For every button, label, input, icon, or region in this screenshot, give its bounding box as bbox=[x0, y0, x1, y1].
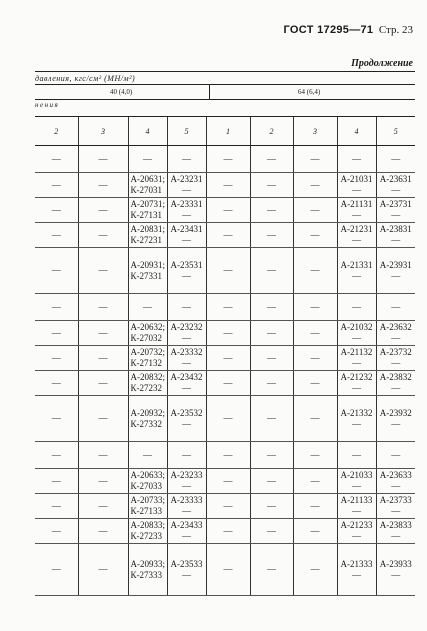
gost-number: ГОСТ 17295—71 bbox=[283, 24, 374, 36]
table-cell: — bbox=[78, 469, 128, 494]
column-header: 5 bbox=[376, 117, 415, 146]
pressure-heading: давления, кгс/см² (МН/м²) bbox=[35, 74, 136, 83]
table-cell: — bbox=[376, 146, 415, 173]
table-cell: — bbox=[206, 519, 250, 544]
table-cell: — bbox=[250, 544, 293, 596]
table-row bbox=[35, 494, 415, 519]
table-cell: — bbox=[167, 294, 206, 321]
table-cell: — bbox=[128, 294, 167, 321]
table-cell: — bbox=[293, 146, 337, 173]
column-header-row bbox=[35, 117, 415, 146]
column-header: 4 bbox=[337, 117, 376, 146]
table-cell: — bbox=[293, 248, 337, 294]
table-cell: А-21332 — bbox=[337, 396, 376, 442]
continuation-label: Продолжение bbox=[351, 58, 413, 69]
table-cell: — bbox=[35, 371, 78, 396]
table-row bbox=[35, 371, 415, 396]
designation-heading: нения bbox=[35, 101, 60, 109]
table-cell: А-23731 — bbox=[376, 198, 415, 223]
table-cell: — bbox=[78, 248, 128, 294]
table-cell: — bbox=[250, 173, 293, 198]
table-cell: — bbox=[35, 198, 78, 223]
table-row bbox=[35, 146, 415, 173]
table-cell: — bbox=[293, 173, 337, 198]
table-cell: — bbox=[293, 294, 337, 321]
table-cell: А-21231 — bbox=[337, 223, 376, 248]
table-cell: — bbox=[250, 519, 293, 544]
table-row bbox=[35, 223, 415, 248]
table-cell: — bbox=[293, 544, 337, 596]
table-cell: — bbox=[78, 223, 128, 248]
table-cell: А-23231 — bbox=[167, 173, 206, 198]
table-cell: — bbox=[35, 346, 78, 371]
table-cell: — bbox=[206, 469, 250, 494]
table-cell: — bbox=[35, 442, 78, 469]
table-cell: — bbox=[250, 469, 293, 494]
table-cell: — bbox=[35, 223, 78, 248]
table-cell: А-21233 — bbox=[337, 519, 376, 544]
table-cell: А-21133 — bbox=[337, 494, 376, 519]
table-cell: А-21032 — bbox=[337, 321, 376, 346]
table-cell: — bbox=[35, 248, 78, 294]
table-cell: — bbox=[206, 494, 250, 519]
column-header: 1 bbox=[206, 117, 250, 146]
table-cell: А-23532 — bbox=[167, 396, 206, 442]
table-cell: — bbox=[206, 396, 250, 442]
table-cell: — bbox=[293, 396, 337, 442]
table-cell: — bbox=[250, 198, 293, 223]
table-cell: А-23531 — bbox=[167, 248, 206, 294]
table-cell: — bbox=[78, 173, 128, 198]
table-cell: — bbox=[250, 294, 293, 321]
table-cell: — bbox=[78, 396, 128, 442]
column-header: 3 bbox=[293, 117, 337, 146]
table-cell: А-23932 — bbox=[376, 396, 415, 442]
rule-top bbox=[35, 71, 415, 72]
page-header bbox=[284, 24, 413, 36]
table-row bbox=[35, 248, 415, 294]
table-cell: А-23833 — bbox=[376, 519, 415, 544]
table-cell: — bbox=[293, 371, 337, 396]
table-cell: — bbox=[337, 294, 376, 321]
table-cell: А-20632; К-27032 bbox=[128, 321, 167, 346]
table-cell: — bbox=[167, 442, 206, 469]
table-cell: А-23632 — bbox=[376, 321, 415, 346]
table-cell: — bbox=[78, 346, 128, 371]
table-cell: А-23631 — bbox=[376, 173, 415, 198]
table-cell: А-23933 — bbox=[376, 544, 415, 596]
table-cell: — bbox=[78, 494, 128, 519]
table-cell: А-20931; К-27331 bbox=[128, 248, 167, 294]
table-cell: — bbox=[376, 294, 415, 321]
table-row bbox=[35, 346, 415, 371]
column-header: 2 bbox=[35, 117, 78, 146]
table-cell: — bbox=[35, 146, 78, 173]
table-cell: — bbox=[35, 396, 78, 442]
table-cell: — bbox=[78, 146, 128, 173]
table-cell: А-23333 — bbox=[167, 494, 206, 519]
table-row bbox=[35, 442, 415, 469]
table-cell: — bbox=[167, 146, 206, 173]
table-cell: — bbox=[293, 346, 337, 371]
table-cell: — bbox=[78, 544, 128, 596]
table-cell: А-23331 — bbox=[167, 198, 206, 223]
table-cell: А-20831; К-27231 bbox=[128, 223, 167, 248]
table-cell: А-20731; К-27131 bbox=[128, 198, 167, 223]
table-cell: — bbox=[250, 346, 293, 371]
rule-pressure bbox=[35, 84, 415, 85]
table-cell: А-20631; К-27031 bbox=[128, 173, 167, 198]
table-cell: — bbox=[206, 248, 250, 294]
table-cell: — bbox=[206, 294, 250, 321]
table-cell: — bbox=[206, 544, 250, 596]
table-cell: А-23732 — bbox=[376, 346, 415, 371]
table-cell: — bbox=[206, 442, 250, 469]
table-cell: А-23332 — bbox=[167, 346, 206, 371]
table-cell: — bbox=[206, 173, 250, 198]
table-cell: — bbox=[250, 321, 293, 346]
table-cell: — bbox=[250, 396, 293, 442]
table-row bbox=[35, 544, 415, 596]
table-cell: — bbox=[128, 442, 167, 469]
group-separator bbox=[209, 84, 210, 99]
table-cell: — bbox=[376, 442, 415, 469]
table-cell: — bbox=[250, 442, 293, 469]
table-cell: А-20932; К-27332 bbox=[128, 396, 167, 442]
table-cell: А-21131 — bbox=[337, 198, 376, 223]
table-row bbox=[35, 469, 415, 494]
table-cell: — bbox=[293, 442, 337, 469]
table-cell: — bbox=[78, 519, 128, 544]
table-cell: — bbox=[35, 519, 78, 544]
table-cell: — bbox=[78, 442, 128, 469]
table-cell: А-21033 — bbox=[337, 469, 376, 494]
table-cell: — bbox=[78, 321, 128, 346]
table-cell: А-23431 — bbox=[167, 223, 206, 248]
column-header: 4 bbox=[128, 117, 167, 146]
table-cell: — bbox=[206, 146, 250, 173]
table-cell: — bbox=[128, 146, 167, 173]
table-cell: — bbox=[206, 371, 250, 396]
pressure-group-40: 40 (4,0) bbox=[110, 88, 133, 96]
table-cell: — bbox=[35, 469, 78, 494]
table-cell: — bbox=[206, 223, 250, 248]
table-cell: А-23533 — bbox=[167, 544, 206, 596]
table-cell: — bbox=[293, 469, 337, 494]
table-cell: — bbox=[293, 494, 337, 519]
table-cell: — bbox=[35, 494, 78, 519]
table-cell: А-20633; К-27033 bbox=[128, 469, 167, 494]
column-header: 3 bbox=[78, 117, 128, 146]
table-cell: А-23831 — bbox=[376, 223, 415, 248]
table-cell: — bbox=[35, 544, 78, 596]
table-cell: А-23633 — bbox=[376, 469, 415, 494]
table-cell: А-20732; К-27132 bbox=[128, 346, 167, 371]
table-cell: — bbox=[293, 223, 337, 248]
table-row bbox=[35, 396, 415, 442]
table-cell: — bbox=[250, 223, 293, 248]
table-cell: А-20733; К-27133 bbox=[128, 494, 167, 519]
table-cell: А-20933; К-27333 bbox=[128, 544, 167, 596]
table-cell: — bbox=[35, 294, 78, 321]
table-cell: А-23433 — bbox=[167, 519, 206, 544]
rule-groups bbox=[35, 99, 415, 100]
table-cell: — bbox=[35, 173, 78, 198]
table-cell: А-21333 — bbox=[337, 544, 376, 596]
table-cell: А-23232 — bbox=[167, 321, 206, 346]
table-cell: — bbox=[206, 198, 250, 223]
table-cell: — bbox=[250, 248, 293, 294]
table-cell: А-20832; К-27232 bbox=[128, 371, 167, 396]
table-cell: — bbox=[337, 442, 376, 469]
pressure-group-64: 64 (6,4) bbox=[298, 88, 321, 96]
table-row bbox=[35, 173, 415, 198]
table-cell: — bbox=[250, 494, 293, 519]
table-cell: — bbox=[206, 346, 250, 371]
table-row bbox=[35, 519, 415, 544]
table-cell: — bbox=[250, 371, 293, 396]
table-cell: А-20833; К-27233 bbox=[128, 519, 167, 544]
table-cell: А-23233 — bbox=[167, 469, 206, 494]
table-cell: А-23931 — bbox=[376, 248, 415, 294]
table-cell: — bbox=[78, 198, 128, 223]
table-cell: А-21331 — bbox=[337, 248, 376, 294]
page-number: Стр. 23 bbox=[378, 24, 413, 36]
table-cell: — bbox=[337, 146, 376, 173]
table-row bbox=[35, 294, 415, 321]
table-cell: — bbox=[78, 294, 128, 321]
table-cell: А-21232 — bbox=[337, 371, 376, 396]
table-cell: А-23733 — bbox=[376, 494, 415, 519]
column-header: 2 bbox=[250, 117, 293, 146]
table-cell: — bbox=[78, 371, 128, 396]
table-cell: А-23832 — bbox=[376, 371, 415, 396]
table-cell: А-23432 — bbox=[167, 371, 206, 396]
table-cell: — bbox=[293, 321, 337, 346]
table-cell: А-21031 — bbox=[337, 173, 376, 198]
table-cell: — bbox=[206, 321, 250, 346]
table-row bbox=[35, 198, 415, 223]
table-cell: — bbox=[35, 321, 78, 346]
column-header: 5 bbox=[167, 117, 206, 146]
table-cell: А-21132 — bbox=[337, 346, 376, 371]
table-cell: — bbox=[293, 519, 337, 544]
designation-table bbox=[35, 116, 415, 596]
table-cell: — bbox=[250, 146, 293, 173]
table-cell: — bbox=[293, 198, 337, 223]
table-row bbox=[35, 321, 415, 346]
